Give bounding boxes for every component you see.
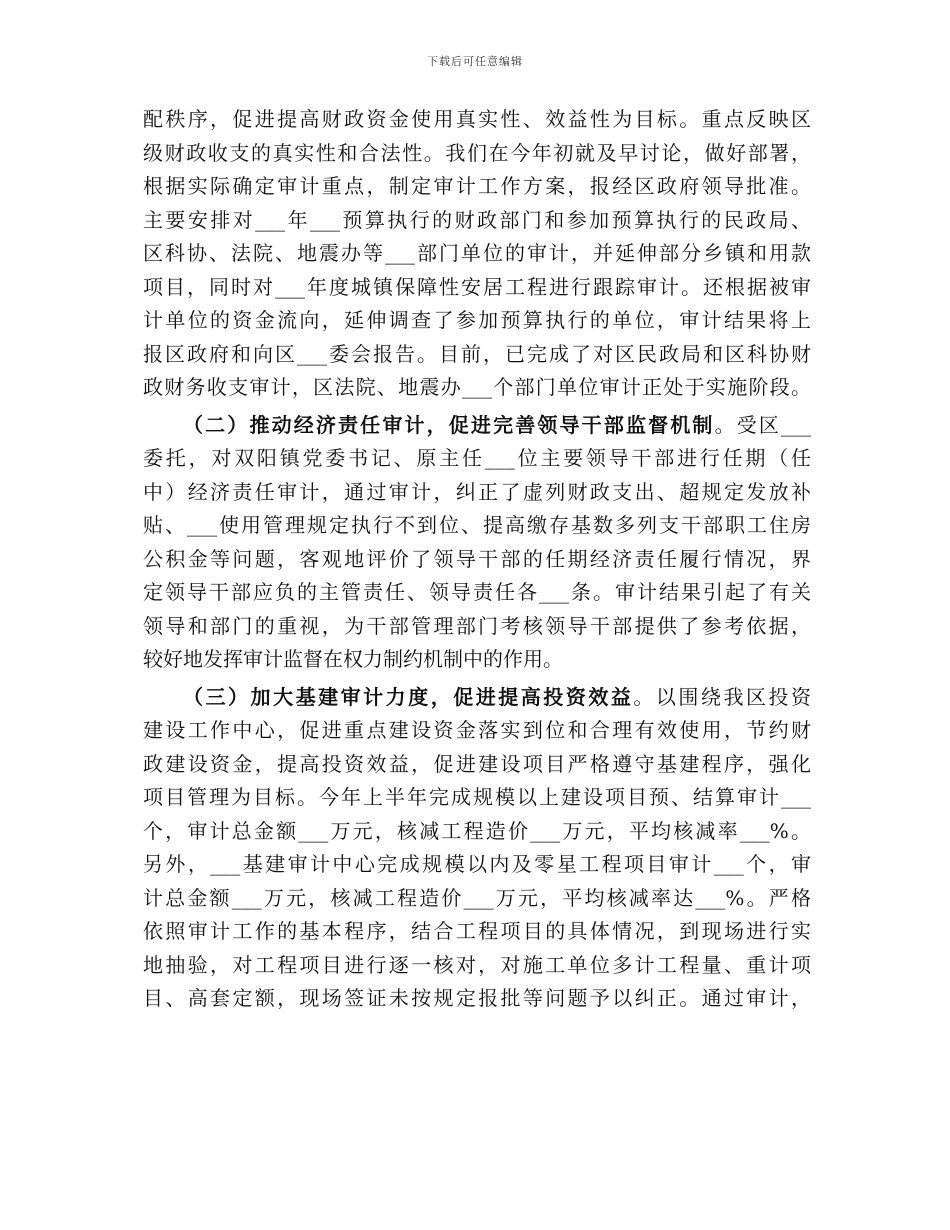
text-line: 建设工作中心，促进重点建设资金落实到位和合理有效使用，节约财 (143, 718, 811, 742)
paragraph-2 (143, 409, 811, 677)
text-line: 项目，同时对___年度城镇保障性安居工程进行跟踪审计。还根据被审 (143, 274, 811, 299)
text-line: 计总金额___万元，核减工程造价___万元，平均核减率达___%。严格 (143, 885, 811, 910)
text-line: 个，审计总金额___万元，核减工程造价___万元，平均核减率___%。 (143, 818, 811, 843)
text-line: 依照审计工作的基本程序，结合工程项目的具体情况，到现场进行实 (143, 919, 811, 943)
text-line: 计单位的资金流向，延伸调查了参加预算执行的单位，审计结果将上 (143, 308, 811, 332)
paragraph-first-line (143, 409, 811, 443)
text-line: 区科协、法院、地震办等___部门单位的审计，并延伸部分乡镇和用款 (143, 241, 811, 265)
text-line: 项目管理为目标。今年上半年完成规模以上建设项目预、结算审计___ (143, 785, 811, 809)
text-line: 另外，___基建审计中心完成规模以内及零星工程项目审计___个，审 (143, 852, 811, 876)
text-line: 政财务收支审计，区法院、地震办___个部门单位审计正处于实施阶段。 (143, 375, 811, 399)
text-line: 目、高套定额，现场签证未按规定报批等问题予以纠正。通过审计， (143, 986, 811, 1010)
text-line: 根据实际确定审计重点，制定审计工作方案，报经区政府领导批准。 (143, 174, 811, 198)
paragraph-first-line (143, 681, 811, 715)
paragraph-1 (143, 103, 811, 405)
text-line: 主要安排对___年___预算执行的财政部门和参加预算执行的民政局、 (143, 207, 811, 232)
text-span: 。受区___ (714, 412, 812, 437)
section-heading: （二）推动经济责任审计，促进完善领导干部监督机制 (183, 412, 715, 437)
text-line: 公积金等问题，客观地评价了领导干部的任期经济责任履行情况，界 (143, 546, 811, 571)
text-line: 委托，对双阳镇党委书记、原主任___位主要领导干部进行任期（任 (143, 446, 811, 470)
section-heading: （三）加大基建审计力度，促进提高投资效益 (183, 684, 634, 709)
text-line: 报区政府和向区___委会报告。目前，已完成了对区民政局和区科协财 (143, 341, 811, 366)
text-line: 配秩序，促进提高财政资金使用真实性、效益性为目标。重点反映区 (143, 107, 811, 131)
text-line: 中）经济责任审计，通过审计，纠正了虚列财政支出、超规定发放补 (143, 479, 811, 504)
text-line: 较好地发挥审计监督在权力制约机制中的作用。 (143, 647, 563, 671)
text-line: 领导和部门的重视，为干部管理部门考核领导干部提供了参考依据， (143, 613, 811, 638)
document-body (143, 103, 811, 1016)
text-line: 级财政收支的真实性和合法性。我们在今年初就及早讨论，做好部署， (143, 140, 811, 165)
text-span: 。以围绕我区投资 (633, 684, 812, 709)
paragraph-3 (143, 681, 811, 1016)
text-line: 贴、___使用管理规定执行不到位、提高缴存基数多列支干部职工住房 (143, 513, 811, 537)
page-header-note: 下载后可任意编辑 (427, 55, 523, 68)
text-line: 定领导干部应负的主管责任、领导责任各___条。审计结果引起了有关 (143, 580, 811, 604)
text-line: 地抽验，对工程项目进行逐一核对，对施工单位多计工程量、重计项 (143, 952, 811, 977)
text-line: 政建设资金，提高投资效益，促进建设项目严格遵守基建程序，强化 (143, 751, 811, 776)
